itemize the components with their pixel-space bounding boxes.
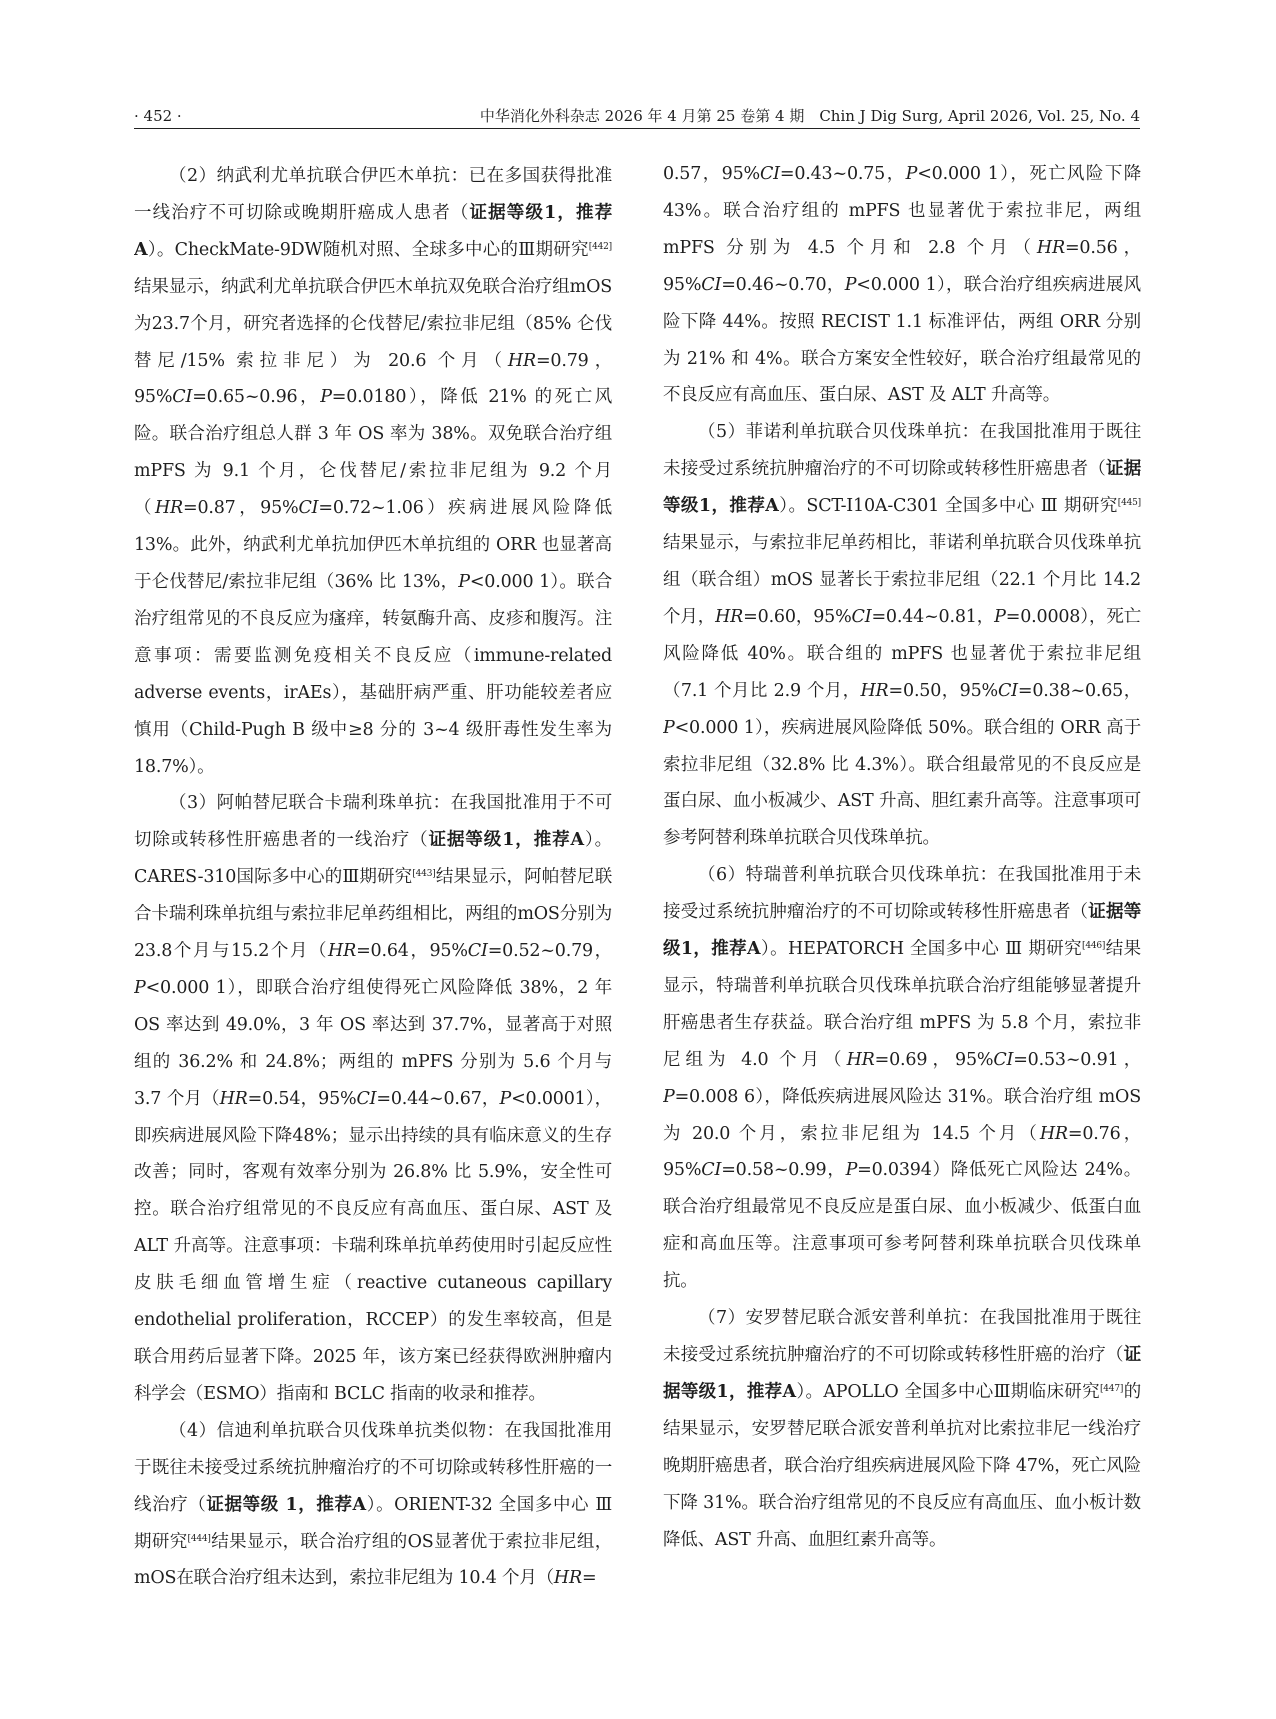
paragraph-sintilimab-bevacizumab: （4）信迪利单抗联合贝伐珠单抗类似物：在我国批准用于既往未接受过系统抗肿瘤治疗的不可切除或转移性肝癌的一线治疗（证据等级 1，推荐A）。ORIENT-32 全国多中心 Ⅲ 期研究[444]结果显示，联合治疗组的OS显著优于索拉非尼组，mOS在联合治疗组未达到，索拉非尼组为 10.4 个月（HR= [134,1420,612,1589]
journal-info: 中华消化外科杂志 2026 年 4 月第 25 卷第 4 期 Chin J Dig Surg, April 2026, Vol. 25, No. 4 [479,107,1140,125]
evidence-level: 证据等级1，推荐A [663,902,1141,960]
citation-ref: [446] [1082,941,1106,952]
left-column [134,158,612,1608]
citation-ref: [443] [412,869,436,880]
citation-ref: [442] [588,241,612,252]
paragraph-sintilimab-continued: 0.57，95%CI=0.43~0.75，P<0.000 1），死亡风险下降 43%。联合治疗组的 mPFS 也显著优于索拉非尼，两组 mPFS 分别为 4.5 个月和 2.8 个月（HR=0.56，95%CI=0.46~0.70，P<0.000 1），联合治疗组疾病进展风险下降 44%。按照 RECIST 1.1 标准评估，两组 ORR 分别为 21% 和 4%。联合方案安全性较好，联合治疗组最常见的不良反应有高血压、蛋白尿、AST 及 ALT 升高等。 [663,164,1141,406]
page-number: · 452 · [134,107,182,125]
right-column [663,156,1141,1606]
paragraph-nivolumab-ipilimumab: （2）纳武利尤单抗联合伊匹木单抗：已在多国获得批准一线治疗不可切除或晚期肝癌成人患者（证据等级1，推荐A）。CheckMate-9DW随机对照、全球多中心的Ⅲ期研究[442]结果显示，纳武利尤单抗联合伊匹木单抗双免联合治疗组mOS为23.7个月，研究者选择的仑伐替尼/索拉非尼组（85% 仑伐替尼/15% 索拉非尼）为 20.6 个月（HR=0.79，95%CI=0.65~0.96，P=0.0180），降低 21% 的死亡风险。联合治疗组总人群 3 年 OS 率为 38%。双免联合治疗组 mPFS 为 9.1 个月，仑伐替尼/索拉非尼组为 9.2 个月（HR=0.87，95%CI=0.72~1.06）疾病进展风险降低13%。此外，纳武利尤单抗加伊匹木单抗组的 ORR 也显著高于仑伐替尼/索拉非尼组（36% 比 13%，P<0.000 1）。联合治疗组常见的不良反应为瘙痒，转氨酶升高、皮疹和腹泻。注意事项：需要监测免疫相关不良反应（immune-related adverse events，irAEs），基础肝病严重、肝功能较差者应慎用（Child-Pugh B 级中≥8 分的 3~4 级肝毒性发生率为 18.7%）。 [134,166,612,777]
evidence-level: 证据等级 1，推荐A [206,1494,366,1515]
paragraph-finotonlimab-bevacizumab: （5）菲诺利单抗联合贝伐珠单抗：在我国批准用于既往未接受过系统抗肿瘤治疗的不可切除或转移性肝癌患者（证据等级1，推荐A）。SCT-I10A-C301 全国多中心 Ⅲ 期研究[445]结果显示，与索拉非尼单药相比，菲诺利单抗联合贝伐珠单抗组（联合组）mOS 显著长于索拉非尼组（22.1 个月比 14.2 个月，HR=0.60，95%CI=0.44~0.81，P=0.0008），死亡风险降低 40%。联合组的 mPFS 也显著优于索拉非尼组（7.1 个月比 2.9 个月，HR=0.50，95%CI=0.38~0.65，P<0.000 1），疾病进展风险降低 50%。联合组的 ORR 高于索拉非尼组（32.8% 比 4.3%）。联合组最常见的不良反应是蛋白尿、血小板减少、AST 升高、胆红素升高等。注意事项可参考阿替利珠单抗联合贝伐珠单抗。 [663,422,1141,849]
evidence-level: 证据等级1，推荐A [134,202,612,260]
paragraph-apatinib-camrelizumab: （3）阿帕替尼联合卡瑞利珠单抗：在我国批准用于不可切除或转移性肝癌患者的一线治疗（证据等级1，推荐A）。CARES-310国际多中心的Ⅲ期研究[443]结果显示，阿帕替尼联合卡瑞利珠单抗组与索拉非尼单药组相比，两组的mOS分别为23.8个月与15.2个月（HR=0.64，95%CI=0.52~0.79，P<0.000 1），即联合治疗组使得死亡风险降低 38%，2 年 OS 率达到 49.0%，3 年 OS 率达到 37.7%，显著高于对照组的 36.2% 和 24.8%；两组的 mPFS 分别为 5.6 个月与 3.7 个月（HR=0.54，95%CI=0.44~0.67，P<0.0001），即疾病进展风险下降48%；显示出持续的具有临床意义的生存改善；同时，客观有效率分别为 26.8% 比 5.9%，安全性可控。联合治疗组常见的不良反应有高血压、蛋白尿、AST 及 ALT 升高等。注意事项：卡瑞利珠单抗单药使用时引起反应性皮肤毛细血管增生症（reactive cutaneous capillary endothelial proliferation，RCCEP）的发生率较高，但是联合用药后显著下降。2025 年，该方案已经获得欧洲肿瘤内科学会（ESMO）指南和 BCLC 指南的收录和推荐。 [134,793,612,1404]
header-rule [134,128,1140,129]
citation-ref: [447] [1099,1383,1124,1394]
running-header [134,104,1140,128]
evidence-level: 证据等级1，推荐A [663,459,1141,517]
evidence-level: 证据等级1，推荐A [663,1345,1141,1402]
citation-ref: [445] [1117,498,1141,509]
evidence-level: 证据等级1，推荐A [428,830,584,851]
paragraph-toripalimab-bevacizumab: （6）特瑞普利单抗联合贝伐珠单抗：在我国批准用于未接受过系统抗肿瘤治疗的不可切除或转移性肝癌患者（证据等级1，推荐A）。HEPATORCH 全国多中心 Ⅲ 期研究[446]结果显示，特瑞普利单抗联合贝伐珠单抗联合治疗组能够显著提升肝癌患者生存获益。联合治疗组 mPFS 为 5.8 个月，索拉非尼组为 4.0 个月（HR=0.69，95%CI=0.53~0.91，P=0.008 6），降低疾病进展风险达 31%。联合治疗组 mOS 为 20.0 个月，索拉非尼组为 14.5 个月（HR=0.76，95%CI=0.58~0.99，P=0.0394）降低死亡风险达 24%。联合治疗组最常见不良反应是蛋白尿、血小板减少、低蛋白血症和高血压等。注意事项可参考阿替利珠单抗联合贝伐珠单抗。 [663,865,1141,1292]
paragraph-anlotinib-penpulimab: （7）安罗替尼联合派安普利单抗：在我国批准用于既往未接受过系统抗肿瘤治疗的不可切除或转移性肝癌的治疗（证据等级1，推荐A）。APOLLO 全国多中心Ⅲ期临床研究[447]的结果显示，安罗替尼联合派安普利单抗对比索拉非尼一线治疗晚期肝癌患者，联合治疗组疾病进展风险下降 47%，死亡风险下降 31%。联合治疗组常见的不良反应有高血压、血小板计数降低、AST 升高、血胆红素升高等。 [663,1308,1141,1550]
citation-ref: [444] [187,1533,211,1544]
